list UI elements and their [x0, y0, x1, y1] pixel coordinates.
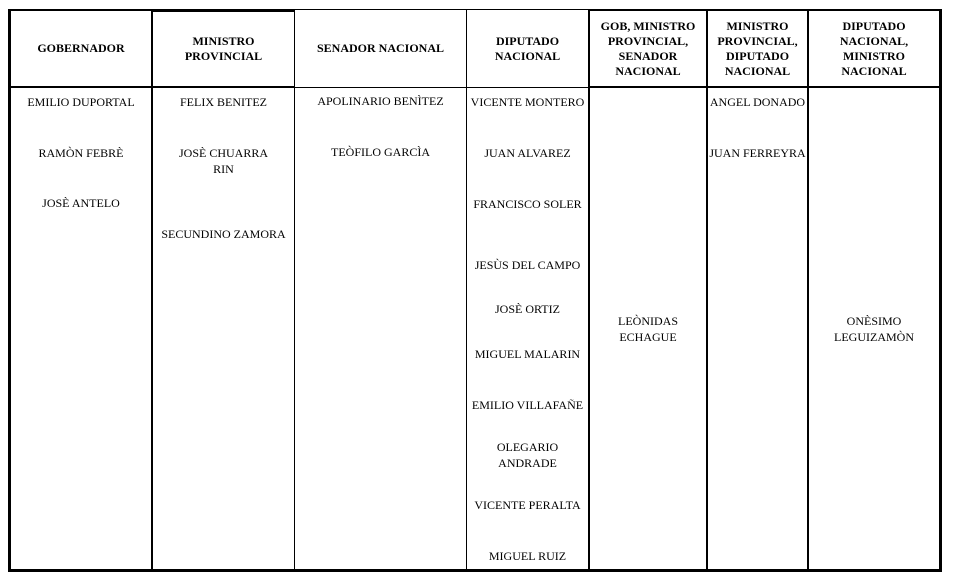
column-ministro-diputado [708, 9, 809, 572]
column-diputado-nacional [467, 9, 590, 572]
table-cell: JUAN ALVAREZ [484, 146, 571, 160]
table-cell: JOSÈ CHUARRA RIN [178, 146, 268, 176]
table-cell: JESÙS DEL CAMPO [474, 258, 581, 272]
column-header: SENADOR NACIONAL [295, 9, 466, 88]
table-cell: EMILIO VILLAFAÑE [471, 398, 584, 412]
table-cell: OLEGARIO ANDRADE [496, 440, 559, 470]
table-cell: JOSÈ ORTIZ [495, 302, 560, 316]
column-header: MINISTRO PROVINCIAL, DIPUTADO NACIONAL [708, 9, 807, 88]
table-cell: FELIX BENITEZ [180, 95, 267, 109]
table-cell: VICENTE PERALTA [474, 498, 581, 512]
column-header: DIPUTADO NACIONAL, MINISTRO NACIONAL [809, 9, 939, 88]
column-header: MINISTRO PROVINCIAL [153, 9, 294, 88]
column-header: GOBERNADOR [11, 9, 151, 88]
table-cell: VICENTE MONTERO [470, 95, 585, 109]
column-gobernador [8, 9, 153, 572]
table-cell: JOSÈ ANTELO [42, 196, 120, 210]
table-cell: LEÒNIDAS ECHAGUE [618, 313, 678, 344]
table-cell: MIGUEL RUIZ [488, 549, 567, 563]
table-cell: SECUNDINO ZAMORA [161, 227, 286, 241]
table-cell: ONÈSIMO LEGUIZAMÒN [834, 313, 914, 344]
table-cell: MIGUEL MALARIN [474, 347, 581, 361]
column-header: GOB, MINISTRO PROVINCIAL, SENADOR NACIONAL [590, 9, 706, 88]
column-gob-ministro-senador [590, 9, 708, 572]
table-cell: JUAN FERREYRA [709, 146, 806, 160]
column-header: DIPUTADO NACIONAL [467, 9, 588, 88]
table-cell: RAMÒN FEBRÈ [38, 146, 124, 160]
table-cell: EMILIO DUPORTAL [27, 95, 135, 109]
table-cell: FRANCISCO SOLER [473, 197, 582, 211]
table-cell: TEÒFILO GARCÌA [331, 145, 430, 159]
officials-table [8, 9, 942, 572]
table-cell: APOLINARIO BENÌTEZ [317, 94, 444, 108]
column-diputado-ministro-nacional [809, 9, 942, 572]
table-cell: ANGEL DONADO [709, 95, 806, 109]
column-senador-nacional [295, 9, 467, 572]
column-ministro-provincial [153, 9, 295, 572]
